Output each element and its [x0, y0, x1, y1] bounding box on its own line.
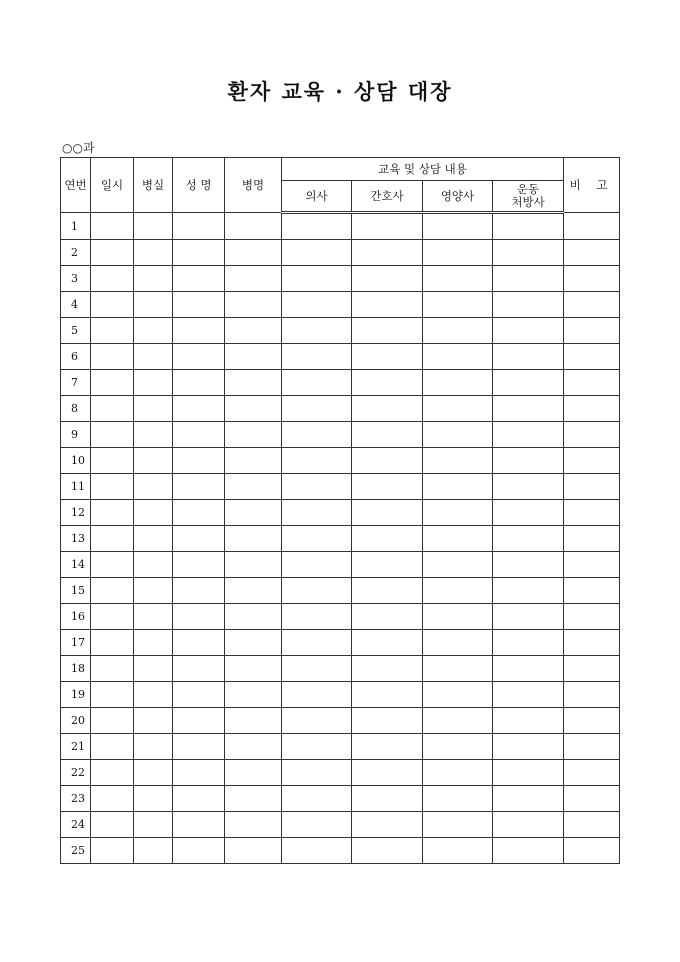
table-cell[interactable]: [423, 812, 493, 838]
table-cell[interactable]: [134, 604, 173, 630]
table-cell[interactable]: [91, 318, 134, 344]
table-cell[interactable]: [173, 838, 225, 864]
table-cell[interactable]: [493, 734, 564, 760]
table-cell[interactable]: [225, 838, 282, 864]
table-cell[interactable]: [225, 240, 282, 266]
row-number: 8: [61, 396, 91, 422]
table-cell[interactable]: [173, 292, 225, 318]
table-cell[interactable]: [423, 708, 493, 734]
header-exercise-label: 운동 처방사: [511, 182, 545, 209]
header-doctor: 의사: [282, 181, 352, 213]
table-cell[interactable]: [564, 734, 620, 760]
table-cell[interactable]: [493, 552, 564, 578]
table-cell[interactable]: [134, 656, 173, 682]
table-cell[interactable]: [173, 734, 225, 760]
table-cell[interactable]: [423, 370, 493, 396]
table-cell[interactable]: [493, 578, 564, 604]
table-cell[interactable]: [91, 240, 134, 266]
table-cell[interactable]: [173, 448, 225, 474]
row-number: 20: [61, 708, 91, 734]
table-cell[interactable]: [352, 240, 423, 266]
table-cell[interactable]: [352, 604, 423, 630]
table-cell[interactable]: [493, 838, 564, 864]
table-cell[interactable]: [493, 526, 564, 552]
table-cell[interactable]: [225, 344, 282, 370]
table-cell[interactable]: [423, 448, 493, 474]
table-cell[interactable]: [173, 578, 225, 604]
table-cell[interactable]: [423, 213, 493, 240]
table-cell[interactable]: [423, 604, 493, 630]
table-cell[interactable]: [225, 422, 282, 448]
table-cell[interactable]: [564, 448, 620, 474]
table-cell[interactable]: [352, 344, 423, 370]
table-row: [61, 708, 620, 734]
table-row: [61, 266, 620, 292]
table-cell[interactable]: [423, 786, 493, 812]
table-cell[interactable]: [493, 318, 564, 344]
table-cell[interactable]: [134, 500, 173, 526]
table-cell[interactable]: [225, 682, 282, 708]
table-cell[interactable]: [173, 422, 225, 448]
table-cell[interactable]: [173, 786, 225, 812]
row-number: 10: [61, 448, 91, 474]
table-cell[interactable]: [352, 213, 423, 240]
table-cell[interactable]: [134, 578, 173, 604]
table-cell[interactable]: [91, 682, 134, 708]
table-cell[interactable]: [423, 552, 493, 578]
table-cell[interactable]: [173, 474, 225, 500]
table-cell[interactable]: [564, 318, 620, 344]
table-row: [61, 734, 620, 760]
table-cell[interactable]: [564, 213, 620, 240]
table-cell[interactable]: [352, 734, 423, 760]
table-cell[interactable]: [91, 604, 134, 630]
table-row: [61, 786, 620, 812]
table-row: [61, 760, 620, 786]
table-cell[interactable]: [91, 344, 134, 370]
row-number: 14: [61, 552, 91, 578]
table-cell[interactable]: [134, 266, 173, 292]
table-cell[interactable]: [225, 474, 282, 500]
table-cell[interactable]: [225, 448, 282, 474]
table-cell[interactable]: [564, 526, 620, 552]
table-cell[interactable]: [352, 578, 423, 604]
table-cell[interactable]: [134, 786, 173, 812]
table-cell[interactable]: [282, 786, 352, 812]
table-cell[interactable]: [225, 370, 282, 396]
table-cell[interactable]: [91, 292, 134, 318]
table-cell[interactable]: [423, 578, 493, 604]
table-cell[interactable]: [564, 422, 620, 448]
table-cell[interactable]: [91, 448, 134, 474]
table-cell[interactable]: [423, 266, 493, 292]
department-label: ○○과: [62, 141, 95, 155]
table-cell[interactable]: [352, 448, 423, 474]
page-title: 환자 교육 · 상담 대장: [227, 79, 453, 104]
table-cell[interactable]: [282, 760, 352, 786]
table-cell[interactable]: [282, 682, 352, 708]
table-cell[interactable]: [564, 240, 620, 266]
table-cell[interactable]: [423, 760, 493, 786]
table-cell[interactable]: [493, 604, 564, 630]
table-cell[interactable]: [493, 474, 564, 500]
table-cell[interactable]: [423, 734, 493, 760]
table-cell[interactable]: [91, 552, 134, 578]
table-row: [61, 838, 620, 864]
table-cell[interactable]: [225, 760, 282, 786]
header-remarks: 비 고: [564, 158, 620, 213]
table-row: [61, 318, 620, 344]
row-number: 2: [61, 240, 91, 266]
table-cell[interactable]: [282, 838, 352, 864]
table-cell[interactable]: [493, 708, 564, 734]
table-cell[interactable]: [134, 552, 173, 578]
header-no: 연번: [61, 158, 91, 213]
header-nurse: 간호사: [352, 181, 423, 213]
table-row: [61, 812, 620, 838]
table-cell[interactable]: [225, 500, 282, 526]
table-cell[interactable]: [225, 656, 282, 682]
table-cell[interactable]: [134, 344, 173, 370]
table-row: [61, 578, 620, 604]
table-cell[interactable]: [564, 474, 620, 500]
table-cell[interactable]: [225, 396, 282, 422]
table-cell[interactable]: [493, 630, 564, 656]
row-number: 11: [61, 474, 91, 500]
header-date: 일시: [91, 158, 134, 213]
table-cell[interactable]: [493, 812, 564, 838]
header-name: 성 명: [173, 158, 225, 213]
table-row: [61, 448, 620, 474]
table-cell[interactable]: [564, 500, 620, 526]
table-cell[interactable]: [282, 630, 352, 656]
table-cell[interactable]: [225, 604, 282, 630]
row-number: 13: [61, 526, 91, 552]
table-cell[interactable]: [352, 266, 423, 292]
table-row: [61, 604, 620, 630]
table-cell[interactable]: [134, 734, 173, 760]
table-cell[interactable]: [423, 500, 493, 526]
table-cell[interactable]: [91, 630, 134, 656]
table-row: [61, 396, 620, 422]
table-cell[interactable]: [225, 708, 282, 734]
table-cell[interactable]: [134, 422, 173, 448]
table-cell[interactable]: [282, 422, 352, 448]
table-cell[interactable]: [282, 344, 352, 370]
table-cell[interactable]: [564, 838, 620, 864]
table-cell[interactable]: [282, 318, 352, 344]
table-cell[interactable]: [134, 838, 173, 864]
table-cell[interactable]: [173, 266, 225, 292]
table-cell[interactable]: [282, 604, 352, 630]
table-cell[interactable]: [352, 630, 423, 656]
row-number: 22: [61, 760, 91, 786]
row-number: 23: [61, 786, 91, 812]
table-cell[interactable]: [225, 630, 282, 656]
table-cell[interactable]: [134, 292, 173, 318]
table-cell[interactable]: [173, 396, 225, 422]
table-cell[interactable]: [564, 656, 620, 682]
table-cell[interactable]: [225, 318, 282, 344]
header-dietitian: 영양사: [423, 181, 493, 213]
row-number: 1: [61, 213, 91, 240]
table-cell[interactable]: [564, 370, 620, 396]
table-row: [61, 682, 620, 708]
table-cell[interactable]: [91, 213, 134, 240]
table-cell[interactable]: [564, 760, 620, 786]
table-cell[interactable]: [225, 812, 282, 838]
table-cell[interactable]: [282, 526, 352, 552]
table-cell[interactable]: [352, 292, 423, 318]
table-cell[interactable]: [134, 760, 173, 786]
table-cell[interactable]: [423, 526, 493, 552]
table-cell[interactable]: [91, 708, 134, 734]
table-cell[interactable]: [282, 266, 352, 292]
table-cell[interactable]: [91, 656, 134, 682]
table-row: [61, 552, 620, 578]
table-cell[interactable]: [173, 760, 225, 786]
row-number: 5: [61, 318, 91, 344]
table-cell[interactable]: [564, 396, 620, 422]
table-cell[interactable]: [134, 682, 173, 708]
table-cell[interactable]: [423, 292, 493, 318]
table-cell[interactable]: [423, 656, 493, 682]
table-cell[interactable]: [173, 500, 225, 526]
table-cell[interactable]: [564, 604, 620, 630]
table-cell[interactable]: [352, 318, 423, 344]
table-cell[interactable]: [352, 396, 423, 422]
table-cell[interactable]: [225, 213, 282, 240]
table-cell[interactable]: [134, 448, 173, 474]
table-cell[interactable]: [134, 630, 173, 656]
table-cell[interactable]: [173, 682, 225, 708]
table-row: [61, 292, 620, 318]
table-cell[interactable]: [352, 760, 423, 786]
table-cell[interactable]: [282, 708, 352, 734]
table-cell[interactable]: [493, 760, 564, 786]
table-cell[interactable]: [134, 396, 173, 422]
table-cell[interactable]: [91, 266, 134, 292]
table-cell[interactable]: [352, 682, 423, 708]
row-number: 25: [61, 838, 91, 864]
table-cell[interactable]: [493, 292, 564, 318]
table-cell[interactable]: [134, 474, 173, 500]
table-cell[interactable]: [91, 734, 134, 760]
table-cell[interactable]: [225, 266, 282, 292]
table-cell[interactable]: [423, 422, 493, 448]
table-cell[interactable]: [564, 708, 620, 734]
table-cell[interactable]: [91, 370, 134, 396]
table-cell[interactable]: [423, 474, 493, 500]
table-cell[interactable]: [173, 604, 225, 630]
table-cell[interactable]: [564, 630, 620, 656]
table-cell[interactable]: [564, 812, 620, 838]
table-row: [61, 370, 620, 396]
table-row: [61, 526, 620, 552]
table-cell[interactable]: [564, 344, 620, 370]
table-cell[interactable]: [423, 240, 493, 266]
table-cell[interactable]: [352, 552, 423, 578]
header-exercise-therapist: [493, 181, 564, 213]
header-diagnosis: 병명: [225, 158, 282, 213]
table-cell[interactable]: [493, 656, 564, 682]
table-cell[interactable]: [564, 266, 620, 292]
table-cell[interactable]: [173, 344, 225, 370]
table-cell[interactable]: [91, 812, 134, 838]
table-cell[interactable]: [493, 422, 564, 448]
table-row: [61, 240, 620, 266]
table-cell[interactable]: [423, 344, 493, 370]
table-cell[interactable]: [91, 838, 134, 864]
table-cell[interactable]: [134, 318, 173, 344]
table-cell[interactable]: [134, 812, 173, 838]
table-cell[interactable]: [282, 396, 352, 422]
table-cell[interactable]: [493, 344, 564, 370]
row-number: 17: [61, 630, 91, 656]
row-number: 9: [61, 422, 91, 448]
row-number: 4: [61, 292, 91, 318]
row-number: 16: [61, 604, 91, 630]
row-number: 15: [61, 578, 91, 604]
row-number: 6: [61, 344, 91, 370]
table-cell[interactable]: [352, 656, 423, 682]
header-education-group: 교육 및 상담 내용: [282, 158, 564, 181]
table-cell[interactable]: [91, 396, 134, 422]
table-cell[interactable]: [173, 240, 225, 266]
table-cell[interactable]: [423, 838, 493, 864]
table-cell[interactable]: [564, 786, 620, 812]
table-cell[interactable]: [493, 682, 564, 708]
table-cell[interactable]: [493, 786, 564, 812]
ledger-table: [60, 157, 620, 864]
table-cell[interactable]: [91, 578, 134, 604]
table-cell[interactable]: [173, 526, 225, 552]
table-cell[interactable]: [173, 708, 225, 734]
table-cell[interactable]: [225, 786, 282, 812]
table-cell[interactable]: [282, 292, 352, 318]
table-row: [61, 213, 620, 240]
table-cell[interactable]: [493, 500, 564, 526]
table-cell[interactable]: [282, 578, 352, 604]
table-cell[interactable]: [493, 213, 564, 240]
table-cell[interactable]: [282, 812, 352, 838]
table-cell[interactable]: [493, 448, 564, 474]
row-number: 7: [61, 370, 91, 396]
table-cell[interactable]: [352, 422, 423, 448]
table-cell[interactable]: [493, 370, 564, 396]
table-cell[interactable]: [225, 552, 282, 578]
table-cell[interactable]: [134, 240, 173, 266]
table-cell[interactable]: [282, 240, 352, 266]
table-cell[interactable]: [134, 708, 173, 734]
table-row: [61, 474, 620, 500]
table-cell[interactable]: [173, 552, 225, 578]
row-number: 19: [61, 682, 91, 708]
table-cell[interactable]: [282, 370, 352, 396]
table-cell[interactable]: [352, 708, 423, 734]
table-cell[interactable]: [91, 474, 134, 500]
table-cell[interactable]: [282, 500, 352, 526]
table-row: [61, 344, 620, 370]
table-cell[interactable]: [423, 396, 493, 422]
table-cell[interactable]: [134, 370, 173, 396]
table-cell[interactable]: [352, 526, 423, 552]
table-cell[interactable]: [282, 213, 352, 240]
table-cell[interactable]: [173, 213, 225, 240]
table-cell[interactable]: [493, 240, 564, 266]
table-cell[interactable]: [564, 552, 620, 578]
table-cell[interactable]: [134, 213, 173, 240]
table-cell[interactable]: [564, 578, 620, 604]
table-cell[interactable]: [352, 500, 423, 526]
table-cell[interactable]: [91, 422, 134, 448]
row-number: 18: [61, 656, 91, 682]
table-cell[interactable]: [352, 786, 423, 812]
table-cell[interactable]: [493, 396, 564, 422]
table-cell[interactable]: [91, 760, 134, 786]
table-cell[interactable]: [225, 292, 282, 318]
table-cell[interactable]: [225, 578, 282, 604]
table-cell[interactable]: [352, 474, 423, 500]
table-cell[interactable]: [493, 266, 564, 292]
row-number: 24: [61, 812, 91, 838]
table-cell[interactable]: [423, 630, 493, 656]
table-cell[interactable]: [225, 734, 282, 760]
table-cell[interactable]: [423, 682, 493, 708]
table-cell[interactable]: [282, 656, 352, 682]
table-cell[interactable]: [173, 370, 225, 396]
table-cell[interactable]: [173, 812, 225, 838]
table-cell[interactable]: [134, 526, 173, 552]
row-number: 21: [61, 734, 91, 760]
table-cell[interactable]: [173, 318, 225, 344]
table-cell[interactable]: [282, 734, 352, 760]
table-row: [61, 656, 620, 682]
table-cell[interactable]: [352, 812, 423, 838]
table-row: [61, 500, 620, 526]
table-cell[interactable]: [173, 630, 225, 656]
header-ward: 병실: [134, 158, 173, 213]
table-cell[interactable]: [282, 474, 352, 500]
table-cell[interactable]: [282, 552, 352, 578]
table-cell[interactable]: [564, 682, 620, 708]
table-cell[interactable]: [173, 656, 225, 682]
row-number: 12: [61, 500, 91, 526]
table-cell[interactable]: [564, 292, 620, 318]
table-cell[interactable]: [352, 838, 423, 864]
row-number: 3: [61, 266, 91, 292]
table-cell[interactable]: [225, 526, 282, 552]
table-cell[interactable]: [91, 526, 134, 552]
table-row: [61, 630, 620, 656]
table-cell[interactable]: [91, 500, 134, 526]
table-cell[interactable]: [423, 318, 493, 344]
table-cell[interactable]: [352, 370, 423, 396]
table-row: [61, 422, 620, 448]
table-cell[interactable]: [91, 786, 134, 812]
table-cell[interactable]: [282, 448, 352, 474]
